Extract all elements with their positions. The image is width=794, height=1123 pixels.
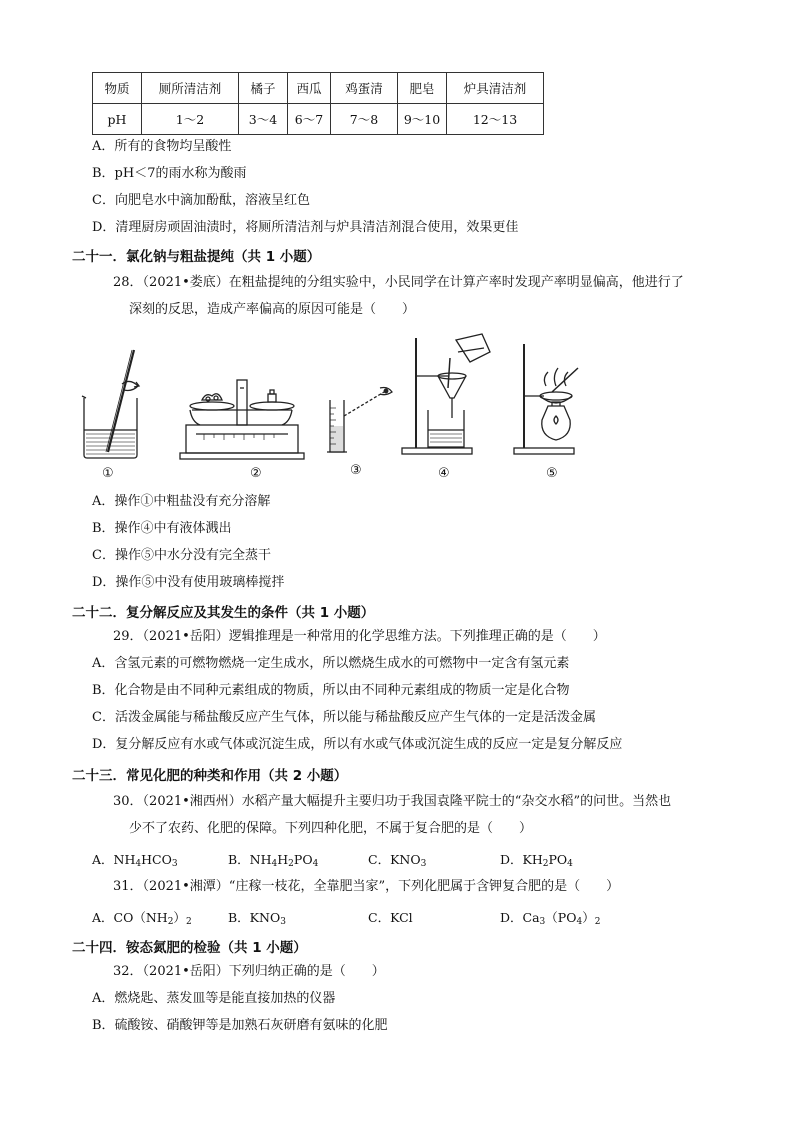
table-cell: 6～7 [288,104,331,135]
beaker-stirring-icon [82,350,139,458]
table-cell: pH [93,104,142,135]
q27-option-b: B．pH＜7的雨水称为酸雨 [92,166,247,181]
q28-option-a: A．操作①中粗盐没有充分溶解 [92,494,271,509]
q30-stem-line1: 30．（2021•湘西州）水稻产量大幅提升主要归功于我国袁隆平院士的“杂交水稻”的问世。当然也 [113,794,672,809]
table-cell: 橘子 [239,73,288,104]
q27-option-a: A．所有的食物均呈酸性 [92,139,232,154]
table-cell: 1～2 [142,104,239,135]
q31-option-c: C．KCl [368,910,413,925]
figure-label-5: ⑤ [546,466,558,481]
q32-option-b: B．硫酸铵、硝酸钾等是加熟石灰研磨有氨味的化肥 [92,1018,388,1033]
evaporation-setup-icon [514,344,578,454]
figure-label-4: ④ [438,466,450,481]
q28-option-d: D．操作⑤中没有使用玻璃棒搅拌 [92,575,285,590]
ph-table [92,72,544,135]
figure-label-3: ③ [350,463,362,478]
q31-stem: 31．（2021•湘潭）“庄稼一枝花，全靠肥当家”，下列化肥属于含钾复合肥的是（ ） [113,879,620,894]
q29-option-b: B．化合物是由不同种元素组成的物质，所以由不同种元素组成的物质一定是化合物 [92,683,570,698]
table-cell: 厕所清洁剂 [142,73,239,104]
table-cell: 西瓜 [288,73,331,104]
q30-option-c: C．$KNO_3$ [368,852,427,869]
table-cell: 物质 [93,73,142,104]
q28-stem-line1: 28．（2021•娄底）在粗盐提纯的分组实验中，小民同学在计算产率时发现产率明显偏高，他进行了 [113,275,684,290]
filtration-setup-icon [402,334,490,454]
q29-option-d: D．复分解反应有水或气体或沉淀生成，所以有水或气体或沉淀生成的反应一定是复分解反应 [92,737,623,752]
q28-stem-line2: 深刻的反思，造成产率偏高的原因可能是（ ） [129,302,416,317]
q30-option-d: D．$KH_2PO_4$ [500,852,573,869]
table-cell: 9～10 [398,104,447,135]
q30-option-a: A．$NH_4HCO_3$ [92,852,178,869]
q30-option-b: B．$NH_4H_2PO_4$ [228,852,319,869]
balance-scale-icon [180,380,304,459]
section-heading: 二十二．复分解反应及其发生的条件（共 1 小题） [72,605,375,621]
ph-table-value-row [93,104,544,135]
q29-stem: 29．（2021•岳阳）逻辑推理是一种常用的化学思维方法。下列推理正确的是（ ） [113,629,606,644]
table-cell: 3～4 [239,104,288,135]
q31-option-b: B．$KNO_3$ [228,910,286,927]
table-cell: 7～8 [331,104,398,135]
section-heading: 二十四．铵态氮肥的检验（共 1 小题） [72,940,307,956]
lab-operations-figure [72,330,612,490]
q30-stem-line2: 少不了农药、化肥的保障。下列四种化肥，不属于复合肥的是（ ） [129,821,533,836]
ph-table-header-row [93,73,544,104]
q28-option-b: B．操作④中有液体溅出 [92,521,232,536]
table-cell: 12～13 [447,104,544,135]
graduated-cylinder-icon [327,388,392,453]
q27-option-d: D．清理厨房顽固油渍时，将厕所清洁剂与炉具清洁剂混合使用，效果更佳 [92,220,519,235]
table-cell: 鸡蛋清 [331,73,398,104]
section-heading: 二十一．氯化钠与粗盐提纯（共 1 小题） [72,249,321,265]
table-cell: 肥皂 [398,73,447,104]
q32-stem: 32．（2021•岳阳）下列归纳正确的是（ ） [113,964,385,979]
q32-option-a: A．燃烧匙、蒸发皿等是能直接加热的仪器 [92,991,336,1006]
section-heading: 二十三．常见化肥的种类和作用（共 2 小题） [72,768,348,784]
q31-option-d: D．$Ca_3(PO_4)_2$ [500,910,601,927]
q28-option-c: C．操作⑤中水分没有完全蒸干 [92,548,271,563]
q29-option-a: A．含氢元素的可燃物燃烧一定生成水，所以燃烧生成水的可燃物中一定含有氢元素 [92,656,570,671]
q29-option-c: C．活泼金属能与稀盐酸反应产生气体，所以能与稀盐酸反应产生气体的一定是活泼金属 [92,710,596,725]
figure-label-1: ① [102,466,114,481]
table-cell: 炉具清洁剂 [447,73,544,104]
q27-option-c: C．向肥皂水中滴加酚酞，溶液呈红色 [92,193,310,208]
q31-option-a: A．$CO(NH_2)_2$ [92,910,192,927]
figure-label-2: ② [250,466,262,481]
